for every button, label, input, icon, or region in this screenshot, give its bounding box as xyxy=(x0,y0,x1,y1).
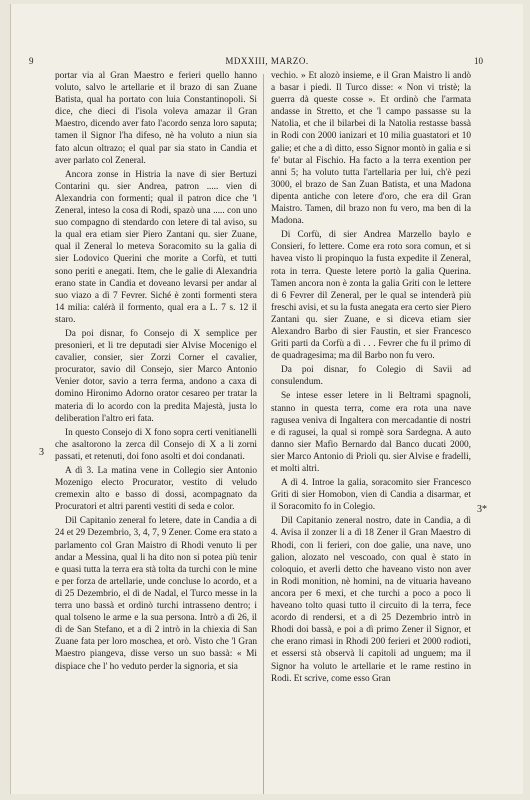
paragraph: portar via al Gran Maestro e ferieri quello hanno voluto, salvo le artellarie et il brazo di san Zuane Batista, qual ha portato con luia Constantinopoli. Si dice, che dieci di l'isola voleva amazar il Gran Maestro, dicendo aver fato l'acordo senza loro saputa; tamen il Signor l'ha difeso, nè ha voluto a niun sia fato alcun oltrazo; el qual par sia stato in Candia et aver parlato col Zeneral. xyxy=(55,71,257,166)
paragraph: Da poi disnar, fo Consejo di X semplice per presonieri, et li tre deputadi sier Alvise Mocenigo el cavalier, consier, sier Zorzi Corner el cavalier, procurator, savio dil Consejo, sier Marco Antonio Venier dotor, savio a terra ferma, andono a caxa di domino Hironimo Adorno orator cesareo per tratar la materia di lo acordo con la predita Majestà, justa lo deliberation l'altro eri fata. xyxy=(55,328,257,424)
left-column xyxy=(55,70,257,675)
paragraph: Dil Capitanio zeneral nostro, date in Candia, a dì 4. Avisa il zonzer li a dì 18 Zener il Gran Maestro di Rhodi, con li ferieri, con doe galie, una nave, uno galion, alozato nel vescoado, con qual è stato in coloquio, et averli detto che haveano visto non aver in Rodi monition, nè homini, na de vituaria haveano ancora per 6 mexi, et che turchi a poco a poco li haveano tolto quasi tutto il circuito di la terra, fece acordo di rendersi, et a dì 25 Dezembrio intrò in Rhodi doi bassà, e poi a dì primo Zener il Signor, et che erano rimasi in Rhodi 200 ferieri et 2000 rodioti, et essersi stà observà li capitoli ad unguem; ma il Signor ha voluto le artellarie et le rame restino in Rodi. Et scrive, come esso Gran xyxy=(271,516,471,684)
column-divider xyxy=(263,74,264,794)
paragraph: A dì 4. Introe la galia, soracomito sier Francesco Griti di sier Homobon, vien di Candia a disarmar, et il Soracomito fo in Colegio. xyxy=(271,478,471,513)
book-page xyxy=(10,4,523,794)
margin-note-left: 3 xyxy=(39,447,44,458)
paragraph: Da poi disnar, fo Colegio di Savii ad consulendum. xyxy=(271,365,471,388)
paragraph: A dì 3. La matina vene in Collegio sier Antonio Mozenigo electo Procurator, vestito di veludo cremexin alto e basso di dossi, acompagnato da Procuratori et altri parenti vestiti di seda e color. xyxy=(55,466,257,513)
left-page-number: 9 xyxy=(29,56,34,66)
right-column xyxy=(271,70,471,687)
paragraph: In questo Consejo di X fono sopra certi venitianelli che asaltorono la zerca dil Consejo di X a li zorni passati, et retenuti, doi fono asolti et doi condanati. xyxy=(55,427,257,462)
paragraph: Di Corfù, di sier Andrea Marzello baylo e Consieri, fo lettere. Come era roto sora comun, et si havea visto li propinquo la fusta expedite il Zeneral, rota in terra. Queste letere portò la galia Querina. Tamen ancora non è zonta la galia Griti con le lettere di 6 Fevrer dil Zeneral, per le qual se intenderà più freschi avisi, et su la fusta anegata era certo sier Piero Zantani qu. sier Zuane, e si diceva etiam sier Alexandro Barbo di sier Faustin, et sier Francesco Griti parti da Corfù a dì . . . Fevrer che fu il primo dì de quadragesima; ma dil Barbo non fu vero. xyxy=(271,230,471,362)
right-page-number: 10 xyxy=(474,56,483,66)
paragraph: Ancora zonse in Histria la nave di sier Bertuzi Contarini qu. sier Andrea, patron ..... vien di Alexandria con formenti; qual il patron dice che 'l Zeneral, inteso la cosa di Rodi, spazò una ..... con uno suo compagno di stendardo con letere di tal aviso, su la qual era etiam sier Piero Zantani qu. sier Zuane, qual il Zeneral lo meteva Soracomito su la galia di sier Lodovico Querini che morite a Corfù, et tutti sono periti e anegati. Item, che le galie di Alexandria erano state in Candia et doveano levarsi per andar al suo viazo a dì 7 Fevrer. Siché è zonti formenti stera 14 milia: calérà il formento, qual era a L. 7 s. 12 il staro. xyxy=(55,169,257,325)
paragraph: Dil Capitanio zeneral fo letere, date in Candia a dì 24 et 29 Dezembrio, 3, 4, 7, 9 Zener. Come era stato a parlamento col Gran Maistro di Rhodi venuto li per andar a Messina, qual li ha dito non si potea più tenir e quasi tutta la terra era stà tolta da turchi con le mine e per forza de artellarie, unde concluse lo acordo, et a dì 25 Dezembrio, el dì de Nadal, el Turco messe in la terra uno bassà et ordinò turchi intrasseno dentro; i qual tolseno le arme e la sua persona. Intrò a dì 26, il dì de San Stefano, et a dì 2 intrò in la chiexia di San Zuane fata per loro moschea, et orò. Visto che 'l Gran Maestro piangeva, disse verso un suo bassà: « Mi dispiace che l' ho veduto perder la signoria, et sia xyxy=(55,516,257,672)
paragraph: vechio. » Et alozò insieme, e il Gran Maistro li andò a basar i piedi. Il Turco disse: « Non vi tristè; la guerra dà queste cosse ». Et ordinò che l'armata andasse in Stretto, et che 'l campo passasse su la Natolia, et che il bilarbei di la Natolia restasse bassà in Rodi con 2000 ianizari et 10 milia guastatori et 10 galie; et che a dì ditto, esso Signor montò in galia e si fe' butar al Fischio. Ha facto a la terra exention per anni 5; ha voluto tutta l'artellaria per lui, ch'è pezi 3000, el brazo de San Zuan Batista, et una Madona dipenta antiche con letere d'oro, che era dil Gran Maistro. Tamen, dil brazo non fu vero, ma ben di la Madona. xyxy=(271,71,471,227)
margin-note-right: 3* xyxy=(477,504,487,515)
paragraph: Se intese esser letere in li Beltrami spagnoli, stanno in questa terra, come era rota una nave ragusea veniva di Ingaltera con mercadantie di nostri e di ragusei, la qual si rompè sora Sardegna. A auto danno sier Mafio Bernardo dal Banco ducati 2000, sier Marco Antonio di Prioli qu. sier Alvise e fradelli, et molti altri. xyxy=(271,391,471,474)
running-header: MDXXIII, MARZO. xyxy=(225,56,309,66)
